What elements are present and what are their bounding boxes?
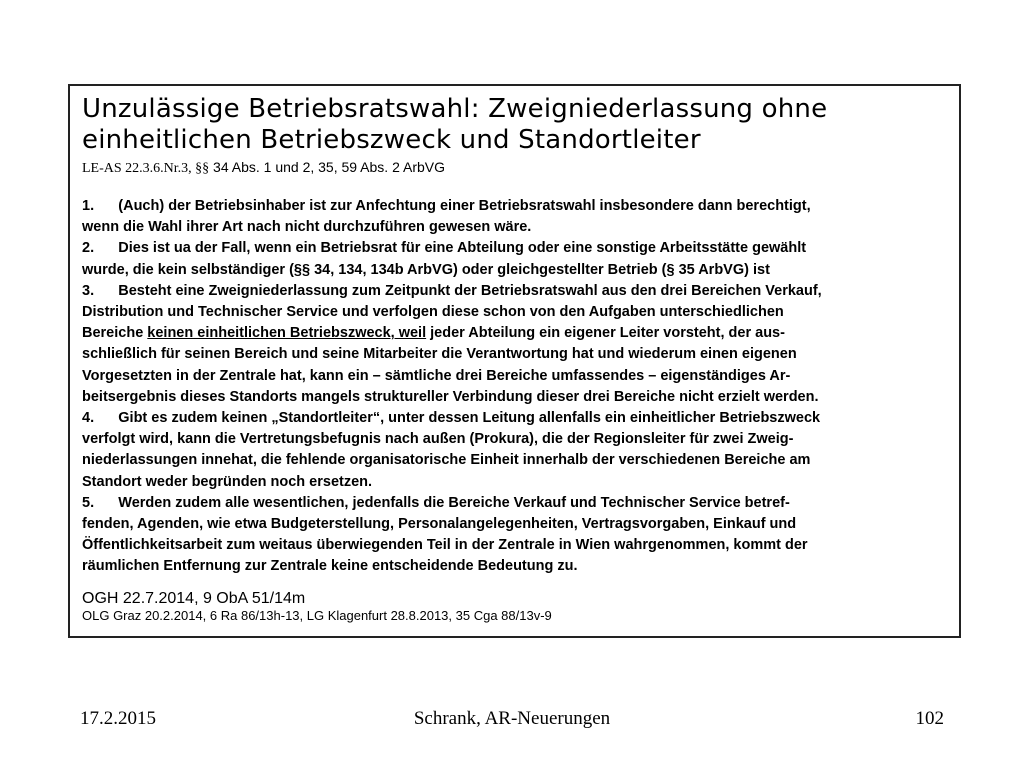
text-fragment: Bereiche [82,325,148,342]
footer-page-number: 102 [915,708,944,729]
footer-author: Schrank, AR-Neuerungen [413,708,611,729]
text-line: verfolgt wird, kann die Vertretungsbefugnis nach außen (Prokura), die der Regionsleiter für zwei Zweig- [82,431,794,448]
text-line: fenden, Agenden, wie etwa Budgeterstellung, Personalangelegenheiten, Vertragsvorgaben, Einkauf und [82,516,797,533]
footer-date: 17.2.2015 [80,708,156,729]
text-line: 5. Werden zudem alle wesentlichen, jedenfalls die Bereiche Verkauf und Technischer Service betref- [82,494,790,511]
text-line: wurde, die kein selbständiger (§§ 34, 134, 134b ArbVG) oder gleichgestellter Betrieb (§ 35 ArbVG) ist [82,261,770,278]
title-line-2: einheitlichen Betriebszweck und Standortleiter [82,125,701,155]
slide-title [82,94,959,156]
text-line-underlined [82,323,959,344]
court-citation: OGH 22.7.2014, 9 ObA 51/14m [82,589,306,607]
text-line: 1. (Auch) der Betriebsinhaber ist zur Anfechtung einer Betriebsratswahl insbesondere dann berechtigt, [82,198,811,214]
headnotes [82,196,959,578]
text-line: 2. Dies ist ua der Fall, wenn ein Betriebsrat für eine Abteilung oder eine sonstige Arbeitsstätte gewählt [82,240,807,257]
text-line: schließlich für seinen Bereich und seine Mitarbeiter die Verantwortung hat und wiederum einen eigenen [82,346,797,363]
text-line: räumlichen Entfernung zur Zentrale keine entscheidende Bedeutung zu. [82,558,578,575]
text-line: Distribution und Technischer Service und verfolgen diese schon von den Aufgaben unterschiedlichen [82,304,784,321]
text-line: Vorgesetzten in der Zentrale hat, kann ein – sämtliche drei Bereiche umfassendes – eigenständiges Ar- [82,367,791,384]
text-line: 4. Gibt es zudem keinen „Standortleiter“, unter dessen Leitung allenfalls ein einheitlicher Betriebszweck [82,410,821,427]
text-line: beitsergebnis dieses Standorts mangels struktureller Verbindung dieser drei Bereiche nicht erzielt werden. [82,388,819,405]
reference-prefix: LE-AS 22.3.6.Nr.3, §§ [82,161,210,176]
text-line: wenn die Wahl ihrer Art nach nicht durchzuführen gewesen wäre. [82,219,532,236]
content-box [68,84,961,638]
text-line: niederlassungen innehat, die fehlende organisatorische Einheit innerhalb der verschiedenen Bereiche am [82,452,811,469]
underlined-phrase: keinen einheitlichen Betriebszweck, weil [147,325,427,342]
text-line: 3. Besteht eine Zweigniederlassung zum Zeitpunkt der Betriebsratswahl aus den drei Bereichen Verkauf, [82,282,822,299]
text-fragment: jeder Abteilung ein eigener Leiter vorsteht, der aus- [426,325,785,342]
text-line: Standort weder begründen noch ersetzen. [82,473,373,490]
text-line: Öffentlichkeitsarbeit zum weitaus überwiegenden Teil in der Zentrale in Wien wahrgenommen, kommt der [82,537,808,554]
lower-court-citation: OLG Graz 20.2.2014, 6 Ra 86/13h-13, LG Klagenfurt 28.8.2013, 35 Cga 88/13v-9 [82,607,552,623]
reference-rest: 34 Abs. 1 und 2, 35, 59 Abs. 2 ArbVG [209,159,446,175]
legal-reference [82,158,959,178]
title-line-1: Unzulässige Betriebsratswahl: Zweigniederlassung ohne [82,94,828,124]
